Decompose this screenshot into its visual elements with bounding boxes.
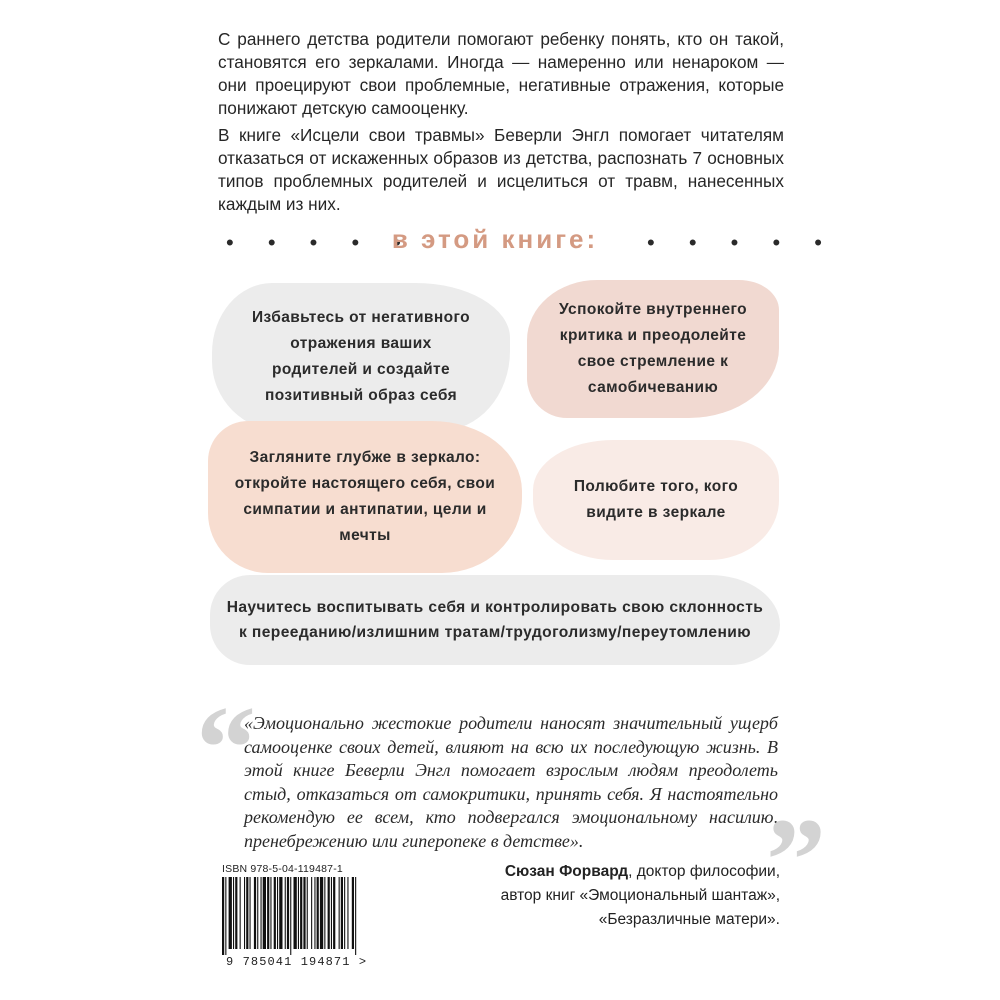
barcode-bar bbox=[277, 877, 278, 949]
barcode-bar bbox=[320, 877, 323, 949]
barcode-icon bbox=[220, 877, 412, 955]
isbn-label: ISBN 978-5-04-119487-1 bbox=[222, 863, 343, 875]
benefit-blob-5 bbox=[210, 575, 780, 665]
author-name: Сюзан Форвард bbox=[504, 863, 629, 880]
barcode-bar bbox=[257, 877, 258, 949]
barcode-bar bbox=[341, 877, 343, 949]
barcode-bar bbox=[225, 877, 226, 955]
barcode-bar bbox=[303, 877, 305, 949]
barcode-bar bbox=[352, 877, 354, 949]
barcode-bar bbox=[285, 877, 286, 949]
barcode-bar bbox=[244, 877, 245, 949]
barcode-bar bbox=[314, 877, 315, 949]
barcode-bar bbox=[331, 877, 332, 949]
barcode-bar bbox=[347, 877, 348, 949]
barcode-bar bbox=[279, 877, 282, 949]
barcode-bar bbox=[311, 877, 312, 949]
barcode-bar bbox=[328, 877, 330, 949]
attribution-line-1 bbox=[501, 860, 780, 884]
attribution-line-2: автор книг «Эмоциональный шантаж», bbox=[500, 887, 780, 904]
endorsement-quote: «Эмоционально жестокие родители наносят значительный ущерб самооценке своих детей, влияют на всю их последующую жизнь. В этой книге Беверли Энгл помогает взрослым людям преодолеть стыд, отказаться от самокритики, принять себя. Я настоятельно рекомендую ее всем, кто подвергался эмоциональному насилию, пренебрежению или гиперопеке в детстве». bbox=[244, 713, 778, 851]
barcode-bar bbox=[287, 877, 289, 949]
barcode-bar bbox=[235, 877, 237, 949]
barcode-bar bbox=[263, 877, 266, 949]
close-quote-icon: ” bbox=[766, 793, 826, 926]
benefit-text-2: Успокойте внутреннего критика и преодолейте свое стремление к самобичеванию bbox=[558, 301, 748, 396]
barcode-bar bbox=[246, 877, 248, 949]
benefit-blob-3 bbox=[208, 421, 522, 573]
attribution-line-3: «Безразличные матери». bbox=[598, 911, 780, 928]
barcode-bar bbox=[250, 877, 251, 949]
barcode-bar bbox=[298, 877, 299, 949]
barcode-bar bbox=[300, 877, 302, 949]
barcode-bar bbox=[222, 877, 224, 955]
decorative-dots-left: • • • • • bbox=[226, 230, 415, 255]
quote-attribution bbox=[501, 860, 780, 932]
barcode-bar bbox=[270, 877, 271, 949]
decorative-dots-right: • • • • • bbox=[647, 230, 836, 255]
barcode-bar bbox=[333, 877, 335, 949]
barcode-digits: 9 785041 194871 > bbox=[226, 955, 368, 969]
barcode-bar bbox=[240, 877, 241, 949]
barcode-bar bbox=[254, 877, 256, 949]
benefit-text-1: Избавьтесь от негативного отражения ваших родителей и создайте позитивный образ себя bbox=[251, 309, 471, 404]
benefit-blob-4 bbox=[533, 440, 779, 560]
intro-paragraph-1: С раннего детства родители помогают ребенку понять, кто он такой, становятся его зеркалами. Иногда — намеренно или ненароком — они проецируют свои проблемные, негативные отражения, которые понижают детскую самооценку. bbox=[218, 29, 784, 118]
barcode-bar bbox=[274, 877, 276, 949]
barcode-bar bbox=[294, 877, 297, 949]
barcode-bar bbox=[307, 877, 308, 949]
benefit-blob-2 bbox=[527, 280, 779, 418]
barcode-bar bbox=[267, 877, 269, 949]
intro-paragraph-2: В книге «Исцели свои травмы» Беверли Энгл помогает читателям отказаться от искаженных образов из детства, распознать 7 основных типов проблемных родителей и исцелиться от травм, нанесенных каждым из них. bbox=[218, 125, 784, 214]
barcode-bar bbox=[355, 877, 356, 955]
benefit-text-4: Полюбите того, кого видите в зеркале bbox=[573, 478, 739, 521]
barcode-bar bbox=[233, 877, 234, 949]
barcode-bar bbox=[261, 877, 262, 949]
barcode bbox=[220, 877, 412, 965]
barcode-bar bbox=[324, 877, 325, 949]
barcode-bar bbox=[344, 877, 345, 949]
barcode-bar bbox=[339, 877, 340, 949]
author-title: , доктор философии, bbox=[628, 863, 780, 880]
barcode-bar bbox=[290, 877, 291, 955]
barcode-bar bbox=[229, 877, 232, 949]
benefit-text-3: Загляните глубже в зеркало: откройте настоящего себя, свои симпатии и антипатии, цели и мечты bbox=[234, 449, 496, 544]
benefit-text-5: Научитесь воспитывать себя и контролировать свою склонность к перееданию/излишним тратам/трудоголизму/переутомлению bbox=[226, 599, 764, 641]
barcode-bar bbox=[317, 877, 319, 949]
section-heading: в этой книге: bbox=[391, 224, 599, 254]
benefit-blob-1 bbox=[212, 283, 510, 431]
open-quote-icon: “ bbox=[196, 681, 256, 814]
